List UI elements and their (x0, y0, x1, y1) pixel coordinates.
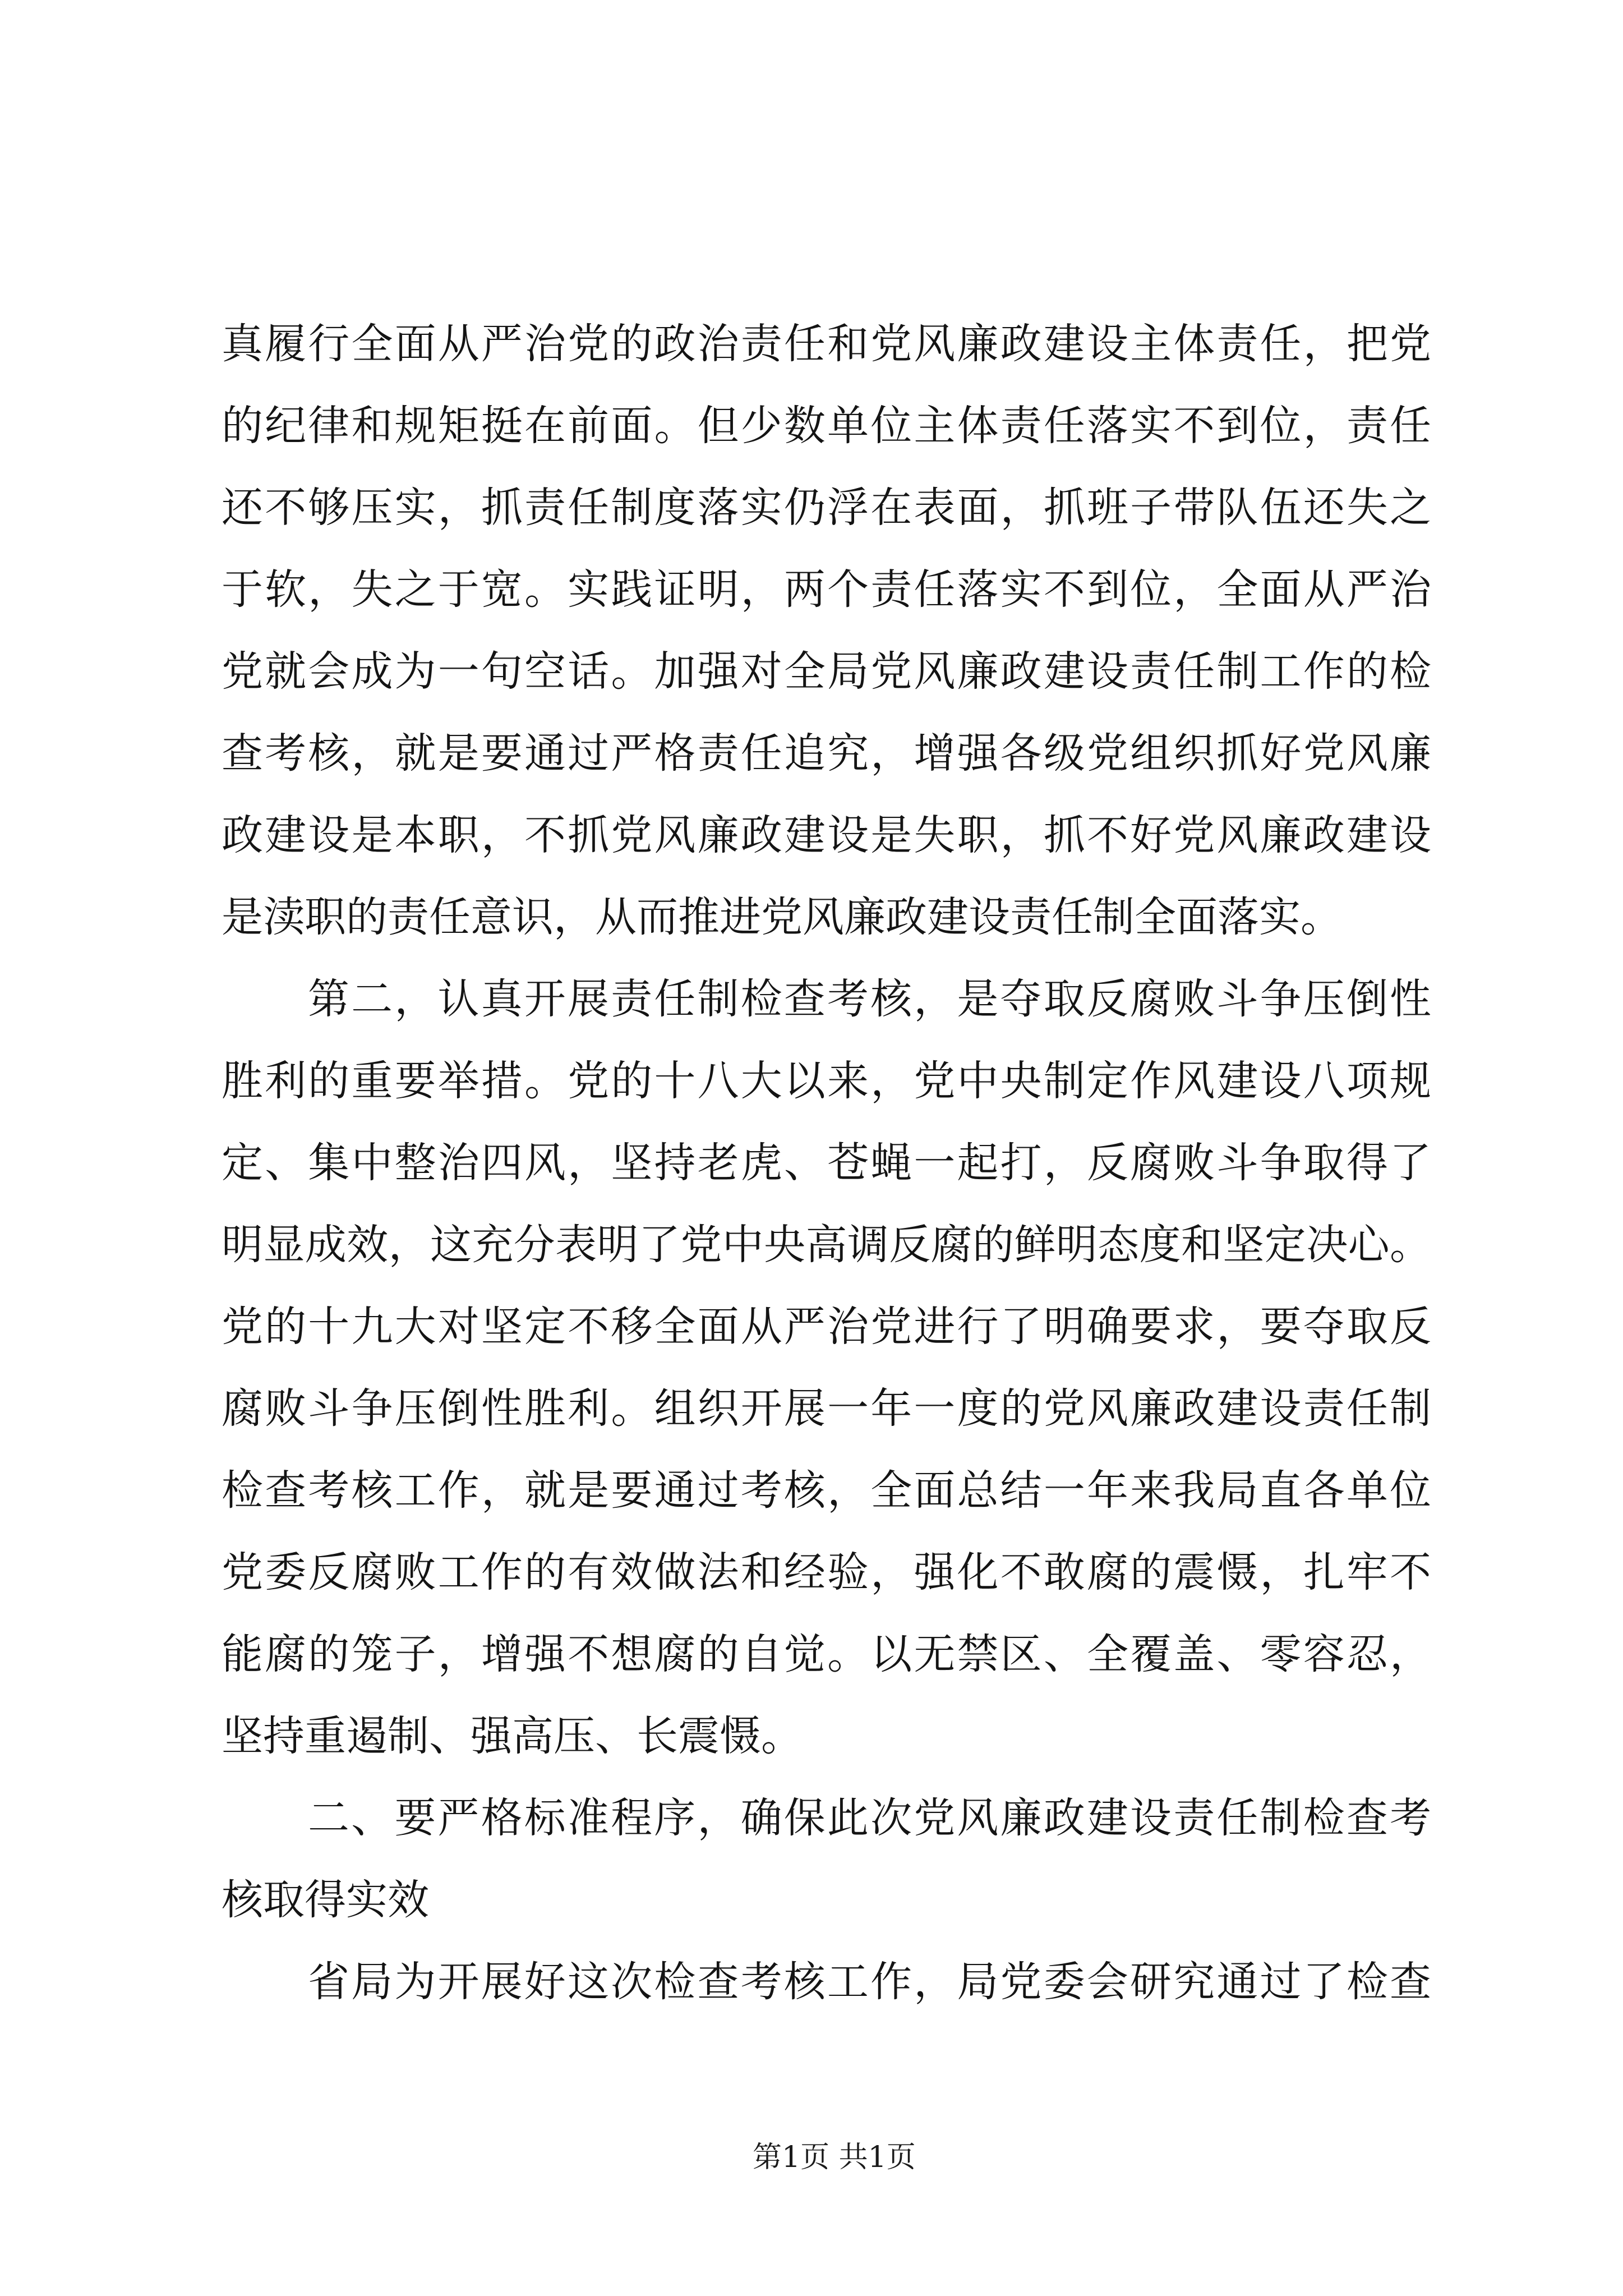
text-line: 省局为开展好这次检查考核工作，局党委会研究通过了检查 (308, 1958, 1431, 2006)
paragraph (222, 958, 1431, 1777)
text-line: 第二，认真开展责任制检查考核，是夺取反腐败斗争压倒性 (308, 975, 1431, 1023)
text-line: 是渎职的责任意识，从而推进党风廉政建设责任制全面落实。 (222, 893, 1342, 941)
text-line: 定、集中整治四风，坚持老虎、苍蝇一起打，反腐败斗争取得了 (222, 1139, 1431, 1187)
text-line: 坚持重遏制、强高压、长震慑。 (222, 1712, 803, 1760)
text-line: 核取得实效 (222, 1876, 429, 1924)
text-line: 党委反腐败工作的有效做法和经验，强化不敢腐的震慑，扎牢不 (222, 1548, 1431, 1596)
paragraph (222, 1941, 1431, 2023)
text-line: 党的十九大对坚定不移全面从严治党进行了明确要求，要夺取反 (222, 1303, 1431, 1351)
paragraph (222, 1777, 1431, 1941)
body-text (222, 303, 1431, 2023)
text-line: 的纪律和规矩挺在前面。但少数单位主体责任落实不到位，责任 (222, 402, 1431, 450)
text-line: 能腐的笼子，增强不想腐的自觉。以无禁区、全覆盖、零容忍， (222, 1630, 1431, 1678)
text-line: 腐败斗争压倒性胜利。组织开展一年一度的党风廉政建设责任制 (222, 1384, 1431, 1433)
text-line: 党就会成为一句空话。加强对全局党风廉政建设责任制工作的检 (222, 647, 1431, 696)
text-line: 查考核，就是要通过严格责任追究，增强各级党组织抓好党风廉 (222, 729, 1431, 777)
text-line: 检查考核工作，就是要通过考核，全面总结一年来我局直各单位 (222, 1466, 1431, 1515)
text-line: 真履行全面从严治党的政治责任和党风廉政建设主体责任，把党 (222, 320, 1431, 368)
paragraph (222, 303, 1431, 958)
text-line: 二、要严格标准程序，确保此次党风廉政建设责任制检查考 (308, 1794, 1431, 1842)
text-line: 于软，失之于宽。实践证明，两个责任落实不到位，全面从严治 (222, 565, 1431, 614)
page-number-footer: 第1页 共1页 (753, 2141, 916, 2174)
text-line: 胜利的重要举措。党的十八大以来，党中央制定作风建设八项规 (222, 1057, 1431, 1105)
text-line: 政建设是本职，不抓党风廉政建设是失职，抓不好党风廉政建设 (222, 811, 1431, 859)
text-line: 还不够压实，抓责任制度落实仍浮在表面，抓班子带队伍还失之 (222, 484, 1431, 532)
text-line: 明显成效，这充分表明了党中央高调反腐的鲜明态度和坚定决心。 (222, 1221, 1431, 1269)
